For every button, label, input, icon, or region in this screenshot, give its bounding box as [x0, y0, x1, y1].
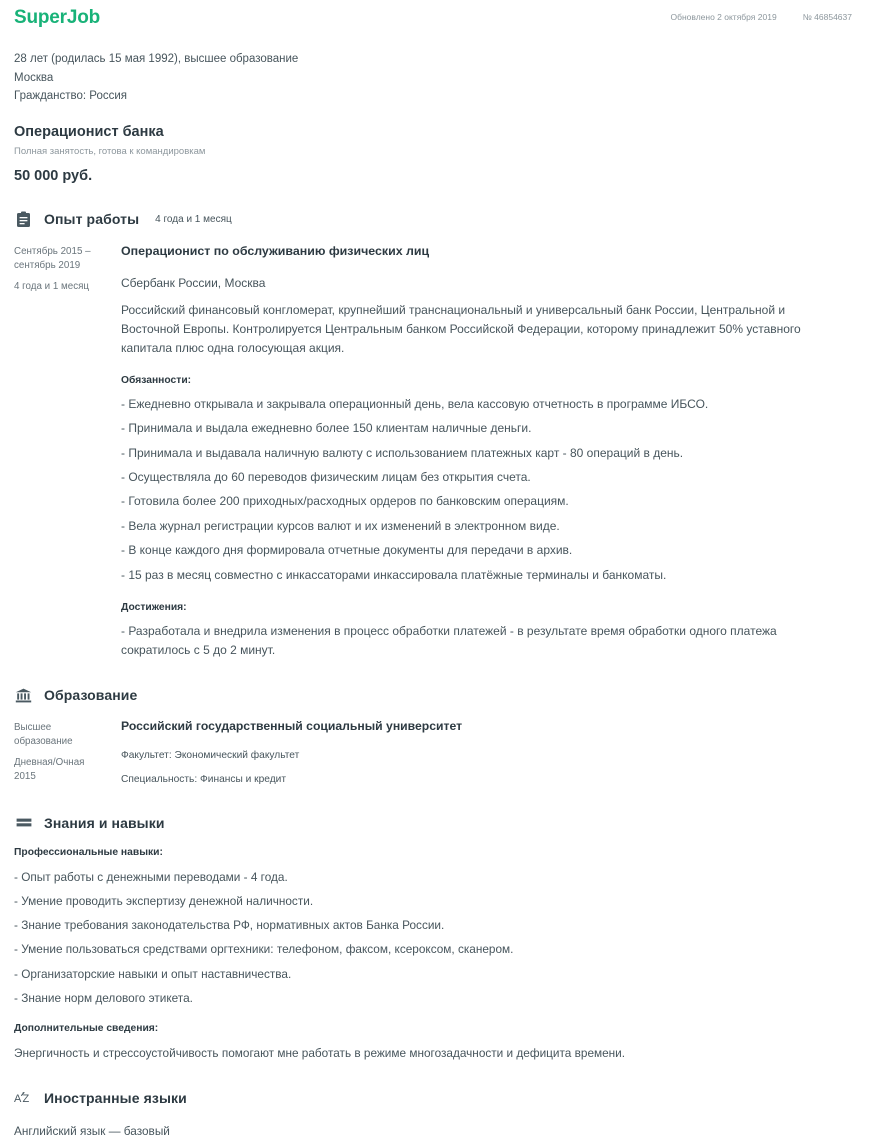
education-level-line2: образование [14, 735, 73, 747]
experience-entry [14, 243, 856, 660]
education-level-line1: Высшее [14, 721, 52, 733]
experience-duration: 4 года и 1 месяц [14, 281, 90, 293]
education-specialty: Специальность: Финансы и кредит [121, 773, 286, 785]
skill-item: - Организаторские навыки и опыт наставничества. [14, 966, 292, 981]
education-faculty: Факультет: Экономический факультет [121, 750, 300, 762]
achievements-label: Достижения: [121, 601, 187, 613]
education-form: Дневная/Очная [14, 757, 85, 769]
skills-heading: Знания и навыки [44, 814, 165, 831]
achievements-list [121, 622, 801, 660]
languages-heading-row [14, 1089, 856, 1108]
skills-heading-row [14, 813, 856, 832]
experience-period-start: Сентябрь 2015 – [14, 245, 91, 257]
section-skills [14, 813, 856, 1063]
clipboard-icon [14, 210, 33, 229]
position-title: Операционист банка [14, 123, 164, 140]
experience-heading: Опыт работы [44, 211, 140, 228]
additional-info-text: Энергичность и стрессоустойчивость помогают мне работать в режиме многозадачности и дефицита времени. [14, 1046, 626, 1061]
updated-date: Обновлено 2 октября 2019 [670, 12, 777, 22]
svg-text:A: A [14, 1093, 22, 1106]
superjob-logo[interactable]: SuperJob [14, 7, 101, 28]
duty-item: - Вела журнал регистрации курсов валют и их изменений в электронном виде. [121, 518, 560, 533]
duties-list [121, 395, 801, 585]
duties-label: Обязанности: [121, 374, 192, 386]
svg-text:Z: Z [22, 1093, 30, 1106]
identity-age-education: 28 лет (родилась 15 мая 1992), высшее образование [14, 53, 299, 65]
experience-job-title: Операционист по обслуживанию физических лиц [121, 243, 430, 258]
professional-skills-label: Профессиональные навыки: [14, 847, 163, 859]
education-heading: Образование [44, 687, 138, 704]
duty-item: - Осуществляла до 60 переводов физическим лицам без открытия счета. [121, 469, 531, 484]
desired-position-block [14, 124, 856, 184]
section-experience [14, 210, 856, 660]
skill-item: - Опыт работы с денежными переводами - 4 года. [14, 870, 288, 885]
experience-period-end: сентябрь 2019 [14, 259, 81, 271]
duty-item: - 15 раз в месяц совместно с инкассаторами инкассировала платёжные терминалы и банкоматы. [121, 567, 667, 582]
skill-item: - Умение пользоваться средствами оргтехники: телефоном, факсом, ксероксом, сканером. [14, 942, 514, 957]
achievement-item: - Разработала и внедрила изменения в процесс обработки платежей - в результате время обработки одного платежа сократилось с 5 до 2 минут. [121, 623, 777, 657]
education-year: 2015 [14, 771, 36, 783]
resume-number: № 46854637 [802, 12, 852, 22]
professional-skills-list [14, 868, 856, 1007]
skill-item: - Знание норм делового этикета. [14, 990, 193, 1005]
duty-item: - Принимала и выдала ежедневно более 150 клиентам наличные деньги. [121, 421, 532, 436]
experience-company: Сбербанк России, Москва [121, 275, 266, 290]
candidate-identity [14, 50, 856, 106]
salary-amount: 50 000 руб. [14, 167, 93, 184]
experience-total-duration: 4 года и 1 месяц [155, 213, 232, 225]
experience-company-description: Российский финансовый конгломерат, крупнейший транснациональный и универсальный банк России, Центральной и Восточной Европы. Контролируется Центральным банком Российской Федерации, которому принадлежит 50% уставного капитала плюс одна голосующая акция. [121, 302, 801, 355]
education-heading-row [14, 686, 856, 705]
section-education [14, 686, 856, 787]
list-lines-icon [14, 813, 33, 832]
bank-building-icon [14, 686, 33, 705]
duty-item: - Готовила более 200 приходных/расходных ордеров по банковским операциям. [121, 494, 569, 509]
duty-item: - В конце каждого дня формировала отчетные документы для передачи в архив. [121, 543, 573, 558]
identity-citizenship: Гражданство: Россия [14, 90, 128, 103]
employment-type: Полная занятость, готова к командировкам [14, 146, 206, 158]
duty-item: - Принимала и выдавала наличную валюту с использованием платежных карт - 80 операций в день. [121, 445, 684, 460]
identity-city: Москва [14, 71, 54, 84]
az-translate-icon [14, 1089, 33, 1108]
education-details [121, 719, 856, 787]
top-bar [14, 0, 856, 40]
skills-body [14, 847, 856, 1063]
education-entry [14, 719, 856, 787]
experience-period-column [14, 243, 121, 660]
section-languages [14, 1089, 856, 1138]
duty-item: - Ежедневно открывала и закрывала операционный день, вела кассовую отчетность в программе ИБСО. [121, 396, 709, 411]
languages-heading: Иностранные языки [44, 1090, 187, 1107]
language-item: Английский язык — базовый [14, 1123, 170, 1138]
skill-item: - Знание требования законодательства РФ, нормативных актов Банка России. [14, 918, 445, 933]
resume-meta [670, 8, 856, 22]
education-institution: Российский государственный социальный университет [121, 718, 463, 733]
additional-info-label: Дополнительные сведения: [14, 1023, 159, 1035]
experience-heading-row [14, 210, 856, 229]
experience-details [121, 243, 856, 660]
skill-item: - Умение проводить экспертизу денежной наличности. [14, 894, 314, 909]
education-meta-column [14, 719, 121, 787]
